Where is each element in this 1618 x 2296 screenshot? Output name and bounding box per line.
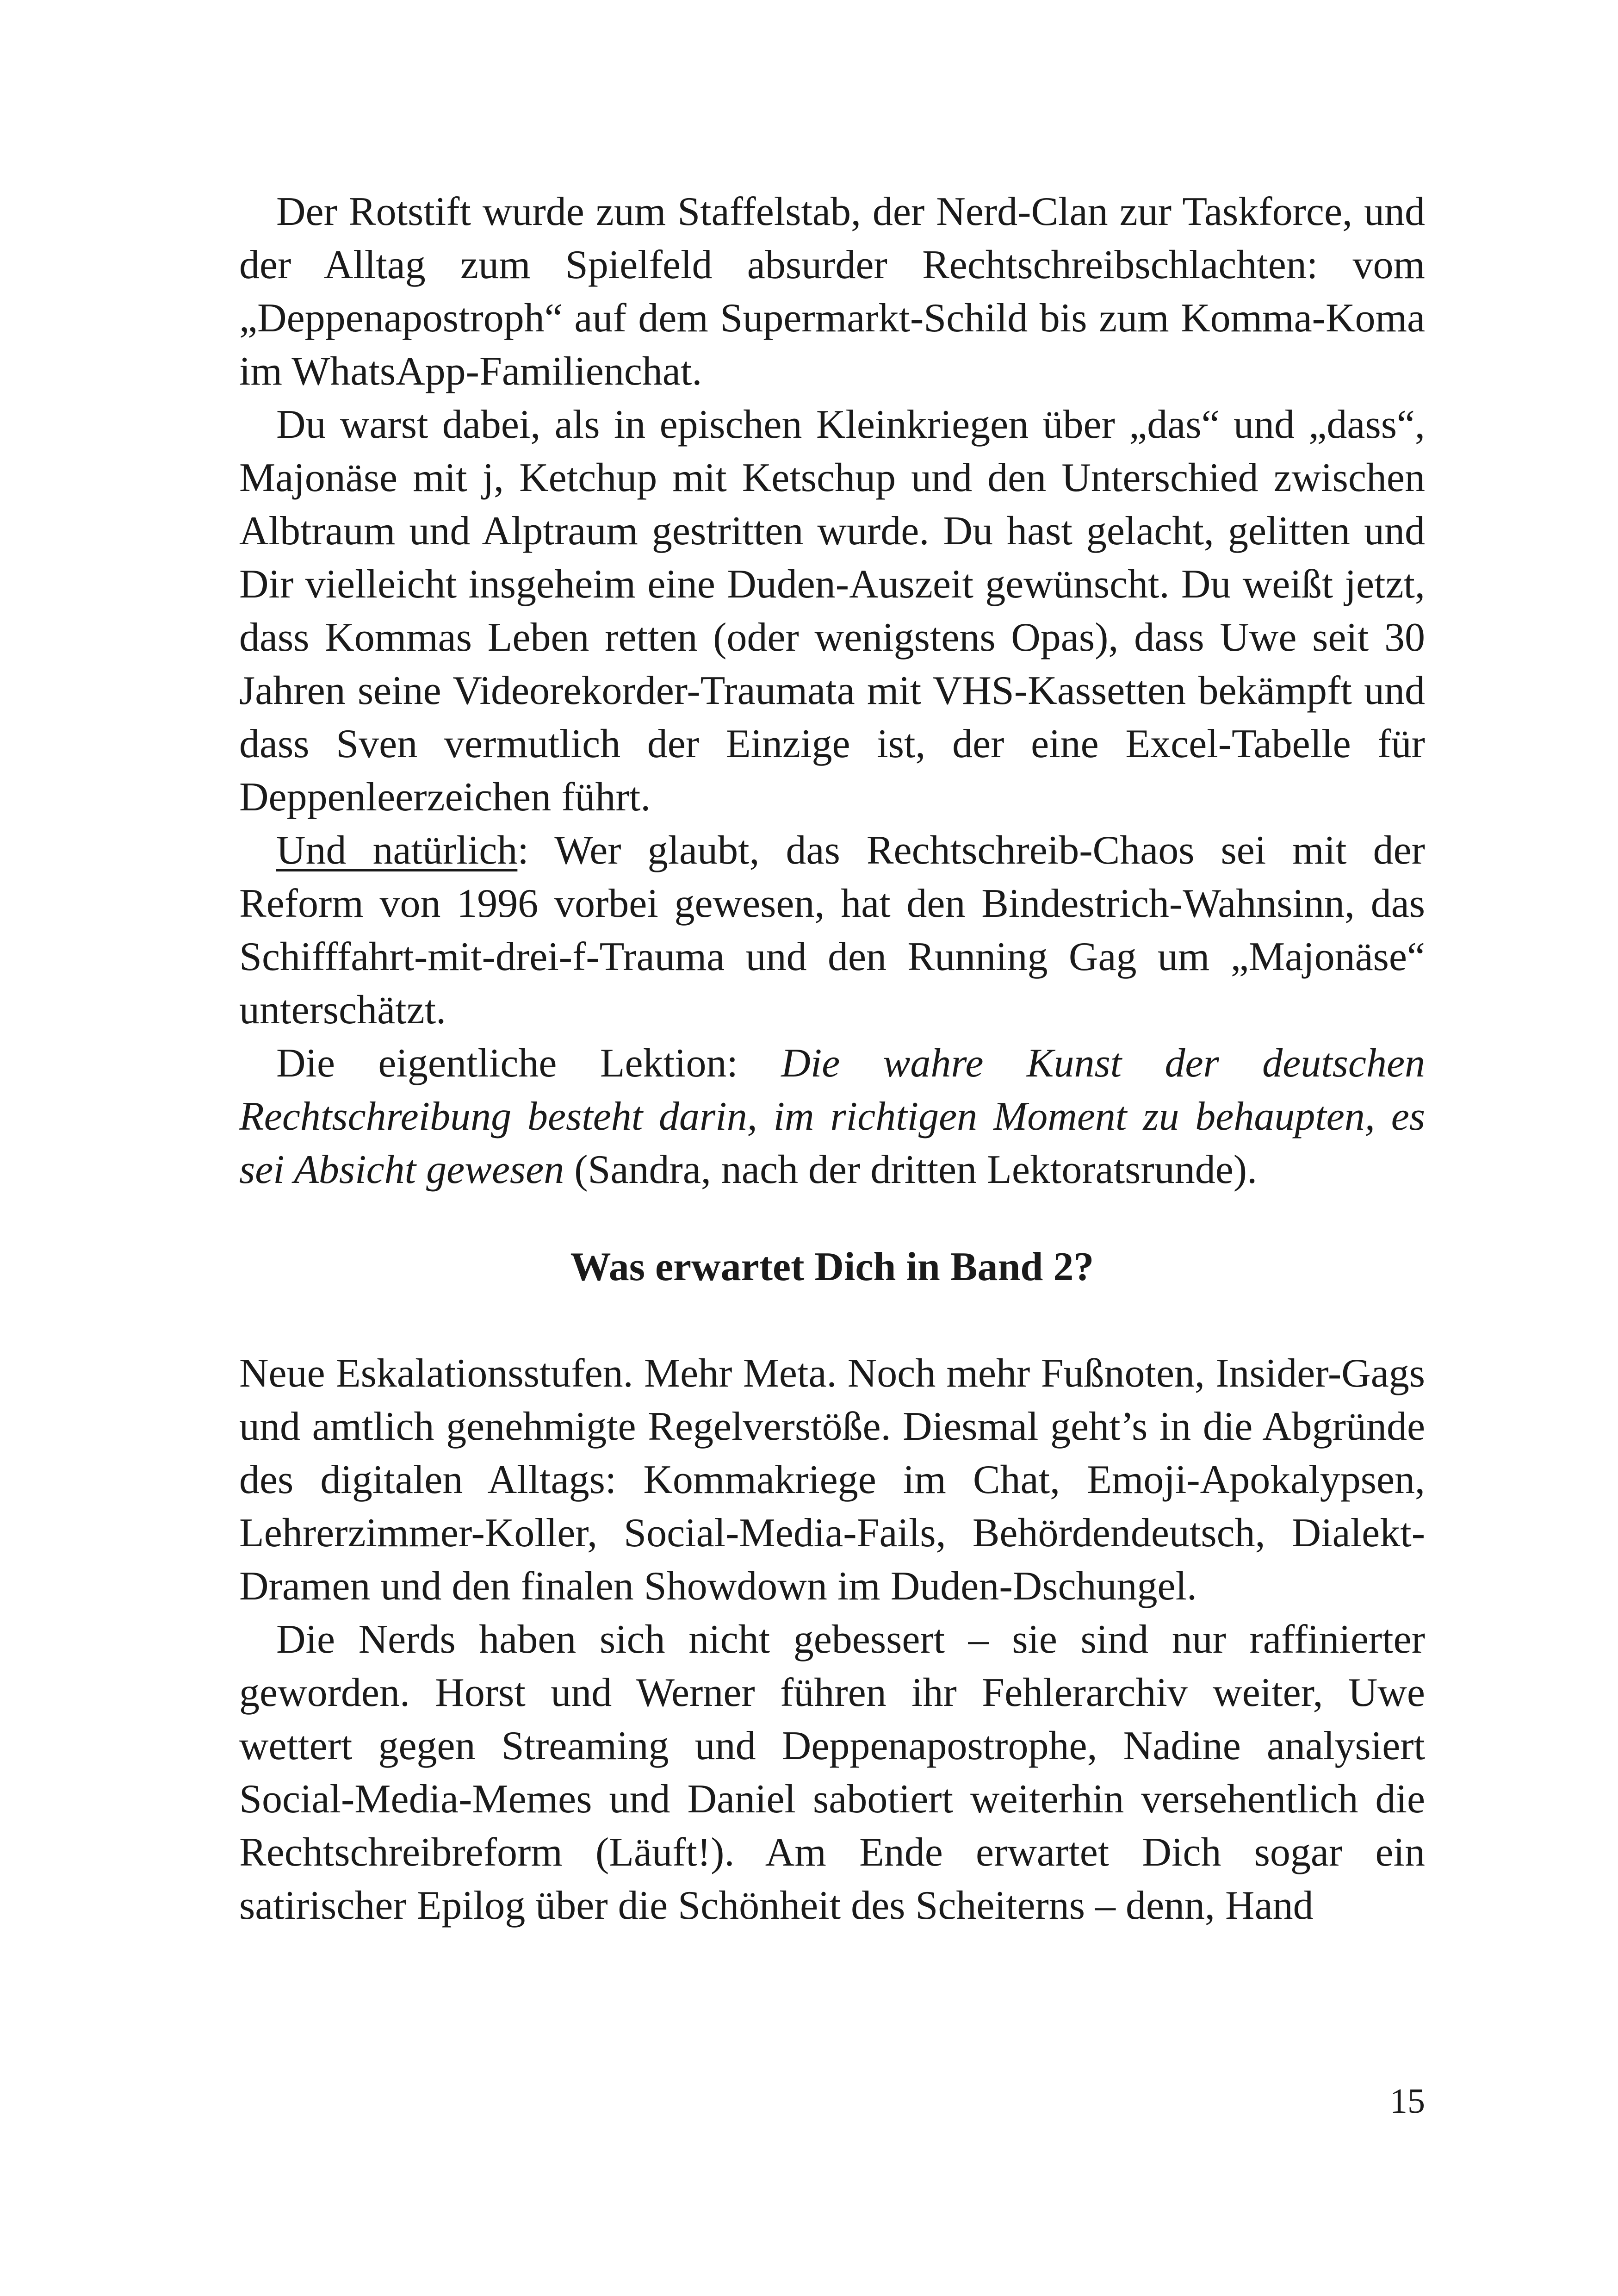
lesson-quote: Die wahre Kunst der deutschen Rechtschreibung besteht darin, im richtigen Moment zu behaupten, es sei Absicht gewesen: [239, 1041, 1426, 1192]
paragraph-1: Der Rotstift wurde zum Staffelstab, der Nerd-Clan zur Taskforce, und der Alltag zum Spielfeld absurder Rechtschreibschlachten: vom „Deppenapostroph“ auf dem Supermarkt-Schild bis zum Komma-Koma im WhatsApp-Familienchat.: [239, 189, 1425, 394]
paragraph-4-intro: Die eigentliche Lektion:: [276, 1041, 781, 1086]
paragraph-2: Du warst dabei, als in epischen Kleinkriegen über „das“ und „dass“, Majonäse mit j, Ketchup mit Ketschup und den Unterschied zwischen Albtraum und Alptraum gestritten wurde. Du hast gelacht, gelitten und Dir vielleicht insgeheim eine Duden-Auszeit gewünscht. Du weißt jetzt, dass Kommas Leben retten (oder wenigstens Opas), dass Uwe seit 30 Jahren seine Videorekorder-Traumata mit VHS-Kassetten bekämpft und dass Sven vermutlich der Einzige ist, der eine Excel-Tabelle für Deppenleerzeichen führt.: [239, 402, 1425, 820]
paragraph-5: Neue Eskalationsstufen. Mehr Meta. Noch mehr Fußnoten, Insider-Gags und amtlich genehmigte Regelverstöße. Diesmal geht’s in die Abgründe des digitalen Alltags: Kommakriege im Chat, Emoji-Apokalypsen, Lehrerzimmer-Koller, Social-Media-Fails, Behördendeutsch, Dialekt-Dramen und den finalen Showdown im Duden-Dschungel.: [239, 1351, 1425, 1609]
paragraph-3-rest: : Wer glaubt, das Rechtschreib-Chaos sei mit der Reform von 1996 vorbei gewesen, hat den Bindestrich-Wahnsinn, das Schifffahrt-mit-drei-f-Trauma und den Running Gag um „Majonäse“ unterschätzt.: [239, 828, 1425, 1033]
paragraph-6: Die Nerds haben sich nicht gebessert – sie sind nur raffinierter geworden. Horst und Werner führen ihr Fehlerarchiv weiter, Uwe wettert gegen Streaming und Deppenapostrophe, Nadine analysiert Social-Media-Memes und Daniel sabotiert weiterhin versehentlich die Rechtschreibreform (Läuft!). Am Ende erwartet Dich sogar ein satirischer Epilog über die Schönheit des Scheiterns – denn, Hand: [239, 1617, 1425, 1928]
paragraph-3: [239, 824, 1425, 1037]
paragraph-4: [239, 1037, 1425, 1196]
page-number: 15: [1390, 2082, 1425, 2121]
section-heading: Was erwartet Dich in Band 2?: [570, 1244, 1094, 1289]
section-band-2: [239, 1347, 1425, 1932]
underlined-phrase: Und natürlich: [276, 828, 518, 873]
paragraph-4-rest: (Sandra, nach der dritten Lektoratsrunde).: [564, 1147, 1258, 1192]
section-recap: [239, 185, 1425, 1196]
